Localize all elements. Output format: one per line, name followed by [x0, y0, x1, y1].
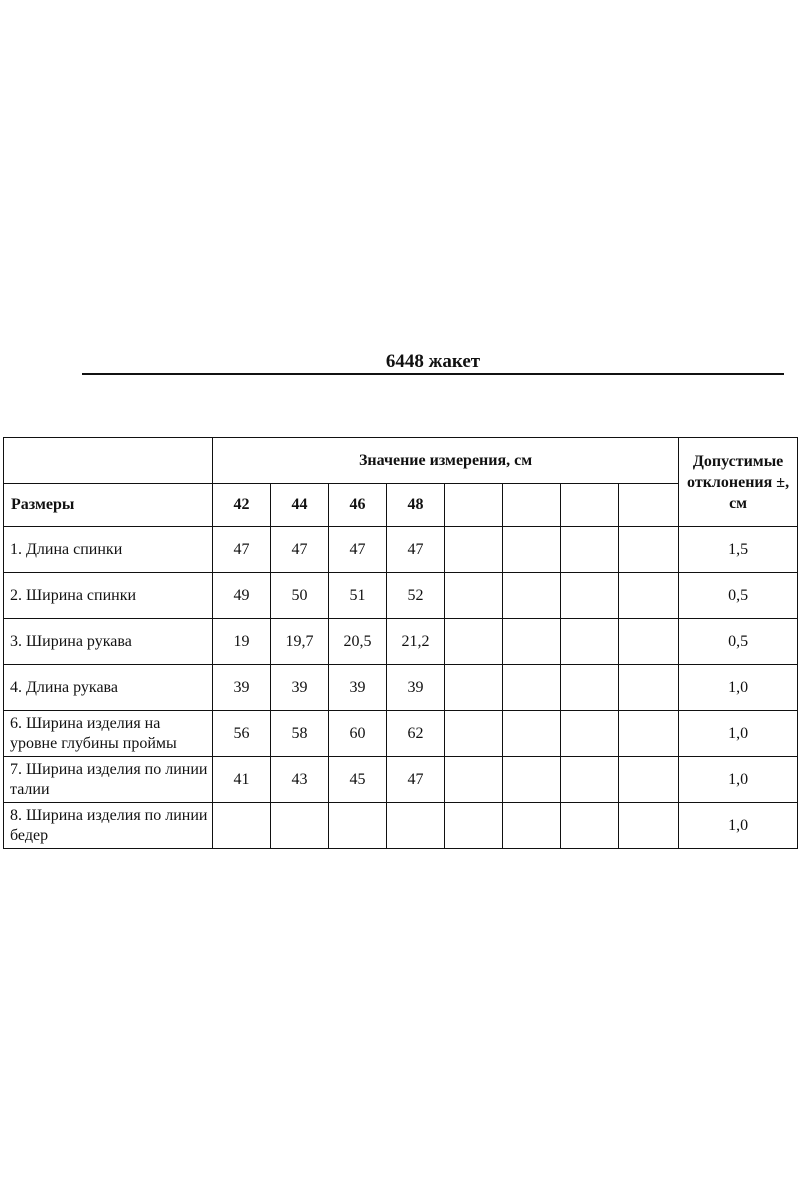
value-cell: [445, 757, 503, 803]
parameter-name: 2. Ширина спинки: [4, 573, 213, 619]
value-cell: [561, 757, 619, 803]
parameter-name: 8. Ширина изделия по линии бедер: [4, 803, 213, 849]
table-row: [4, 665, 798, 711]
value-cell: 19: [213, 619, 271, 665]
value-cell: 47: [213, 527, 271, 573]
parameter-name: 3. Ширина рукава: [4, 619, 213, 665]
table-row: [4, 573, 798, 619]
value-cell: 39: [329, 665, 387, 711]
table-row: [4, 711, 798, 757]
parameter-name: 1. Длина спинки: [4, 527, 213, 573]
value-cell: [619, 619, 679, 665]
sizes-row: [4, 484, 798, 527]
value-cell: [561, 573, 619, 619]
value-cell: 47: [271, 527, 329, 573]
value-cell: [445, 665, 503, 711]
value-cell: 39: [271, 665, 329, 711]
value-cell: [561, 527, 619, 573]
value-cell: [213, 803, 271, 849]
value-cell: [503, 803, 561, 849]
value-cell: [445, 527, 503, 573]
value-cell: [561, 665, 619, 711]
table-row: [4, 619, 798, 665]
tolerance-value: 1,0: [679, 665, 798, 711]
value-cell: 39: [387, 665, 445, 711]
value-cell: [445, 573, 503, 619]
value-cell: 51: [329, 573, 387, 619]
table-row: [4, 757, 798, 803]
value-cell: [619, 527, 679, 573]
value-cell: 62: [387, 711, 445, 757]
value-cell: 20,5: [329, 619, 387, 665]
size-header: 46: [329, 484, 387, 527]
value-cell: [619, 573, 679, 619]
value-cell: [619, 665, 679, 711]
value-cell: 39: [213, 665, 271, 711]
value-cell: [503, 573, 561, 619]
value-cell: 60: [329, 711, 387, 757]
value-cell: 21,2: [387, 619, 445, 665]
value-cell: 19,7: [271, 619, 329, 665]
tolerance-header: Допустимые отклонения ±, см: [679, 438, 798, 527]
value-cell: [619, 711, 679, 757]
table-row: [4, 527, 798, 573]
measurement-group-header: Значение измерения, см: [213, 438, 679, 484]
value-cell: 43: [271, 757, 329, 803]
tolerance-value: 1,0: [679, 757, 798, 803]
value-cell: 56: [213, 711, 271, 757]
value-cell: [619, 757, 679, 803]
document-title: 6448 жакет: [385, 351, 481, 372]
size-header: [619, 484, 679, 527]
value-cell: [387, 803, 445, 849]
value-cell: 50: [271, 573, 329, 619]
sizes-label: Размеры: [4, 484, 213, 527]
value-cell: 47: [329, 527, 387, 573]
value-cell: [445, 619, 503, 665]
value-cell: [503, 665, 561, 711]
value-cell: [329, 803, 387, 849]
tolerance-value: 0,5: [679, 573, 798, 619]
size-header: [445, 484, 503, 527]
corner-cell: [4, 438, 213, 484]
tolerance-value: 1,5: [679, 527, 798, 573]
value-cell: [503, 711, 561, 757]
value-cell: [445, 803, 503, 849]
size-header: [561, 484, 619, 527]
value-cell: 58: [271, 711, 329, 757]
size-header: 42: [213, 484, 271, 527]
size-header: [503, 484, 561, 527]
parameter-name: 6. Ширина изделия на уровне глубины проймы: [4, 711, 213, 757]
tolerance-value: 1,0: [679, 803, 798, 849]
value-cell: 45: [329, 757, 387, 803]
value-cell: [503, 527, 561, 573]
size-header: 48: [387, 484, 445, 527]
value-cell: [503, 619, 561, 665]
value-cell: 52: [387, 573, 445, 619]
header-row: [4, 438, 798, 484]
value-cell: [619, 803, 679, 849]
value-cell: [561, 803, 619, 849]
value-cell: [445, 711, 503, 757]
parameter-name: 4. Длина рукава: [4, 665, 213, 711]
tolerance-value: 0,5: [679, 619, 798, 665]
parameter-name: 7. Ширина изделия по линии талии: [4, 757, 213, 803]
tolerance-value: 1,0: [679, 711, 798, 757]
table-row: [4, 803, 798, 849]
value-cell: 47: [387, 757, 445, 803]
value-cell: 47: [387, 527, 445, 573]
measurement-table: [3, 437, 798, 849]
value-cell: 49: [213, 573, 271, 619]
size-header: 44: [271, 484, 329, 527]
value-cell: [561, 619, 619, 665]
value-cell: 41: [213, 757, 271, 803]
value-cell: [503, 757, 561, 803]
value-cell: [561, 711, 619, 757]
title-underline: [82, 373, 784, 375]
value-cell: [271, 803, 329, 849]
